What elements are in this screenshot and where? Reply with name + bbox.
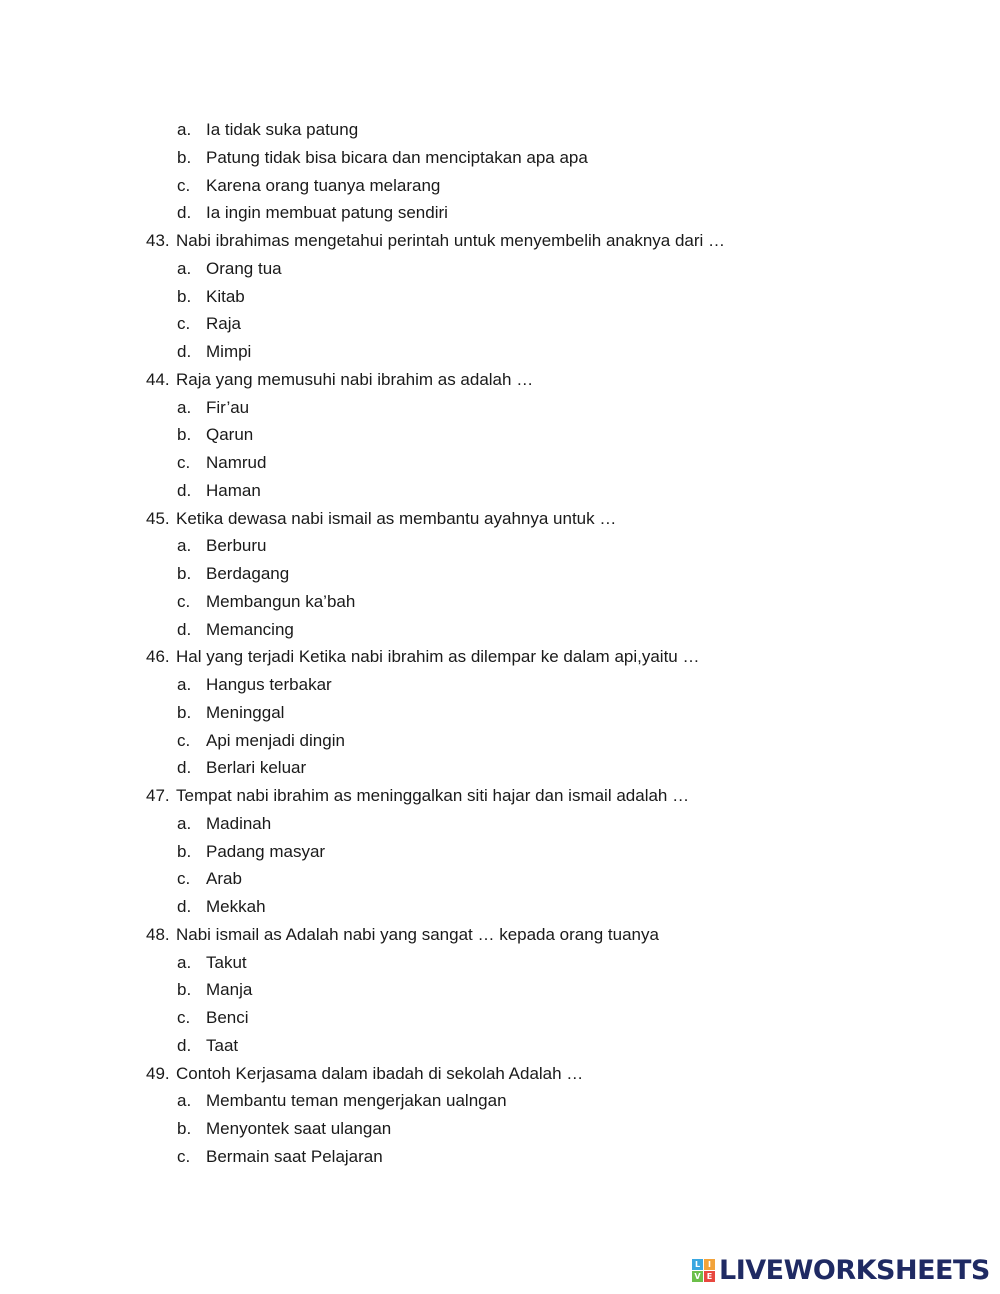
question-number: 43. — [146, 231, 170, 250]
question — [0, 227, 1000, 255]
option-text: Padang masyar — [206, 841, 326, 861]
option-letter: d. — [177, 619, 192, 639]
option-letter: c. — [177, 175, 191, 195]
option-letter: a. — [177, 1091, 192, 1111]
answer-option — [0, 588, 1000, 616]
question-number: 44. — [146, 369, 170, 389]
question-number: 45. — [146, 508, 170, 528]
option-text: Taat — [206, 1035, 239, 1055]
option-text: Bermain saat Pelajaran — [206, 1146, 383, 1166]
logo-tile: E — [704, 1271, 715, 1282]
option-text: Fir’au — [206, 397, 250, 417]
option-text: Mekkah — [206, 897, 266, 916]
question-text: Raja yang memusuhi nabi ibrahim as adalah … — [176, 369, 534, 389]
option-letter: b. — [177, 425, 192, 445]
answer-option — [0, 449, 1000, 477]
answer-option — [0, 144, 1000, 172]
question — [0, 366, 1000, 394]
answer-option — [0, 421, 1000, 449]
option-text: Meninggal — [206, 702, 285, 722]
option-letter: b. — [177, 147, 192, 167]
answer-option — [0, 616, 1000, 644]
question-number: 49. — [146, 1063, 170, 1083]
answer-option — [0, 310, 1000, 338]
option-text: Madinah — [206, 813, 272, 833]
worksheet-page — [0, 116, 1000, 1171]
option-text: Ia tidak suka patung — [206, 120, 359, 139]
option-letter: d. — [177, 897, 192, 916]
question — [0, 921, 1000, 949]
option-text: Hangus terbakar — [206, 675, 332, 694]
option-letter: b. — [177, 1119, 192, 1138]
question-text: Nabi ismail as Adalah nabi yang sangat … kepada orang tuanya — [176, 924, 659, 944]
answer-option — [0, 1032, 1000, 1060]
answer-option — [0, 283, 1000, 311]
answer-option — [0, 560, 1000, 588]
answer-option — [0, 727, 1000, 755]
option-text: Manja — [206, 980, 253, 1000]
option-text: Mimpi — [206, 342, 252, 361]
question — [0, 1060, 1000, 1088]
option-letter: b. — [177, 980, 192, 1000]
option-letter: c. — [177, 453, 191, 472]
option-letter: b. — [177, 286, 192, 306]
option-letter: c. — [177, 591, 191, 611]
option-letter: a. — [177, 675, 192, 694]
answer-option — [0, 116, 1000, 144]
option-letter: b. — [177, 841, 192, 861]
option-text: Berburu — [206, 536, 267, 556]
answer-option — [0, 1087, 1000, 1115]
answer-option — [0, 199, 1000, 227]
option-letter: d. — [177, 1035, 192, 1055]
question-number: 46. — [146, 647, 170, 667]
option-text: Takut — [206, 952, 247, 972]
answer-option — [0, 810, 1000, 838]
option-text: Api menjadi dingin — [206, 730, 345, 750]
answer-option — [0, 1143, 1000, 1171]
option-text: Berdagang — [206, 564, 290, 583]
answer-option — [0, 255, 1000, 283]
option-letter: d. — [177, 203, 192, 223]
answer-option — [0, 699, 1000, 727]
option-letter: a. — [177, 813, 192, 833]
answer-option — [0, 394, 1000, 422]
question — [0, 643, 1000, 671]
answer-option — [0, 477, 1000, 505]
answer-option — [0, 754, 1000, 782]
option-text: Haman — [206, 480, 261, 500]
answer-option — [0, 1115, 1000, 1143]
option-letter: c. — [177, 314, 191, 334]
option-text: Berlari keluar — [206, 758, 307, 778]
answer-option — [0, 671, 1000, 699]
option-letter: b. — [177, 702, 192, 722]
option-letter: a. — [177, 120, 192, 139]
option-text: Qarun — [206, 425, 254, 445]
option-letter: a. — [177, 258, 192, 278]
option-text: Menyontek saat ulangan — [206, 1119, 392, 1138]
option-letter: d. — [177, 342, 192, 361]
question-text: Nabi ibrahimas mengetahui perintah untuk menyembelih anaknya dari … — [176, 231, 726, 250]
option-text: Benci — [206, 1008, 249, 1027]
option-letter: b. — [177, 564, 192, 583]
liveworksheets-logo — [692, 1254, 990, 1286]
option-letter: c. — [177, 1008, 191, 1027]
option-text: Patung tidak bisa bicara dan menciptakan apa apa — [206, 147, 588, 167]
option-text: Membangun ka’bah — [206, 591, 356, 611]
question — [0, 505, 1000, 533]
option-letter: a. — [177, 952, 192, 972]
option-text: Arab — [206, 869, 242, 889]
option-text: Memancing — [206, 619, 294, 639]
option-text: Orang tua — [206, 258, 282, 278]
answer-option — [0, 976, 1000, 1004]
question-text: Contoh Kerjasama dalam ibadah di sekolah Adalah … — [176, 1063, 584, 1083]
option-text: Raja — [206, 314, 241, 334]
logo-tile: I — [704, 1259, 715, 1270]
question-number: 48. — [146, 924, 170, 944]
question-number: 47. — [146, 786, 170, 805]
answer-option — [0, 865, 1000, 893]
answer-option — [0, 172, 1000, 200]
answer-option — [0, 1004, 1000, 1032]
logo-tile: V — [692, 1271, 703, 1282]
question-text: Hal yang terjadi Ketika nabi ibrahim as dilempar ke dalam api,yaitu … — [176, 647, 700, 667]
option-letter: c. — [177, 1146, 191, 1166]
answer-option — [0, 338, 1000, 366]
option-text: Ia ingin membuat patung sendiri — [206, 203, 448, 223]
logo-text: LIVEWORKSHEETS — [719, 1254, 990, 1286]
option-letter: c. — [177, 869, 191, 889]
question-text: Ketika dewasa nabi ismail as membantu ayahnya untuk … — [176, 508, 617, 528]
option-letter: c. — [177, 730, 191, 750]
logo-tile: L — [692, 1259, 703, 1270]
option-letter: d. — [177, 758, 192, 778]
option-text: Karena orang tuanya melarang — [206, 175, 441, 195]
option-letter: d. — [177, 480, 192, 500]
answer-option — [0, 838, 1000, 866]
question — [0, 782, 1000, 810]
logo-icon — [692, 1259, 715, 1282]
option-letter: a. — [177, 397, 192, 417]
answer-option — [0, 949, 1000, 977]
option-text: Kitab — [206, 286, 245, 306]
option-letter: a. — [177, 536, 192, 556]
option-text: Namrud — [206, 453, 267, 472]
question-text: Tempat nabi ibrahim as meninggalkan siti hajar dan ismail adalah … — [176, 786, 690, 805]
option-text: Membantu teman mengerjakan ualngan — [206, 1091, 507, 1111]
answer-option — [0, 532, 1000, 560]
answer-option — [0, 893, 1000, 921]
